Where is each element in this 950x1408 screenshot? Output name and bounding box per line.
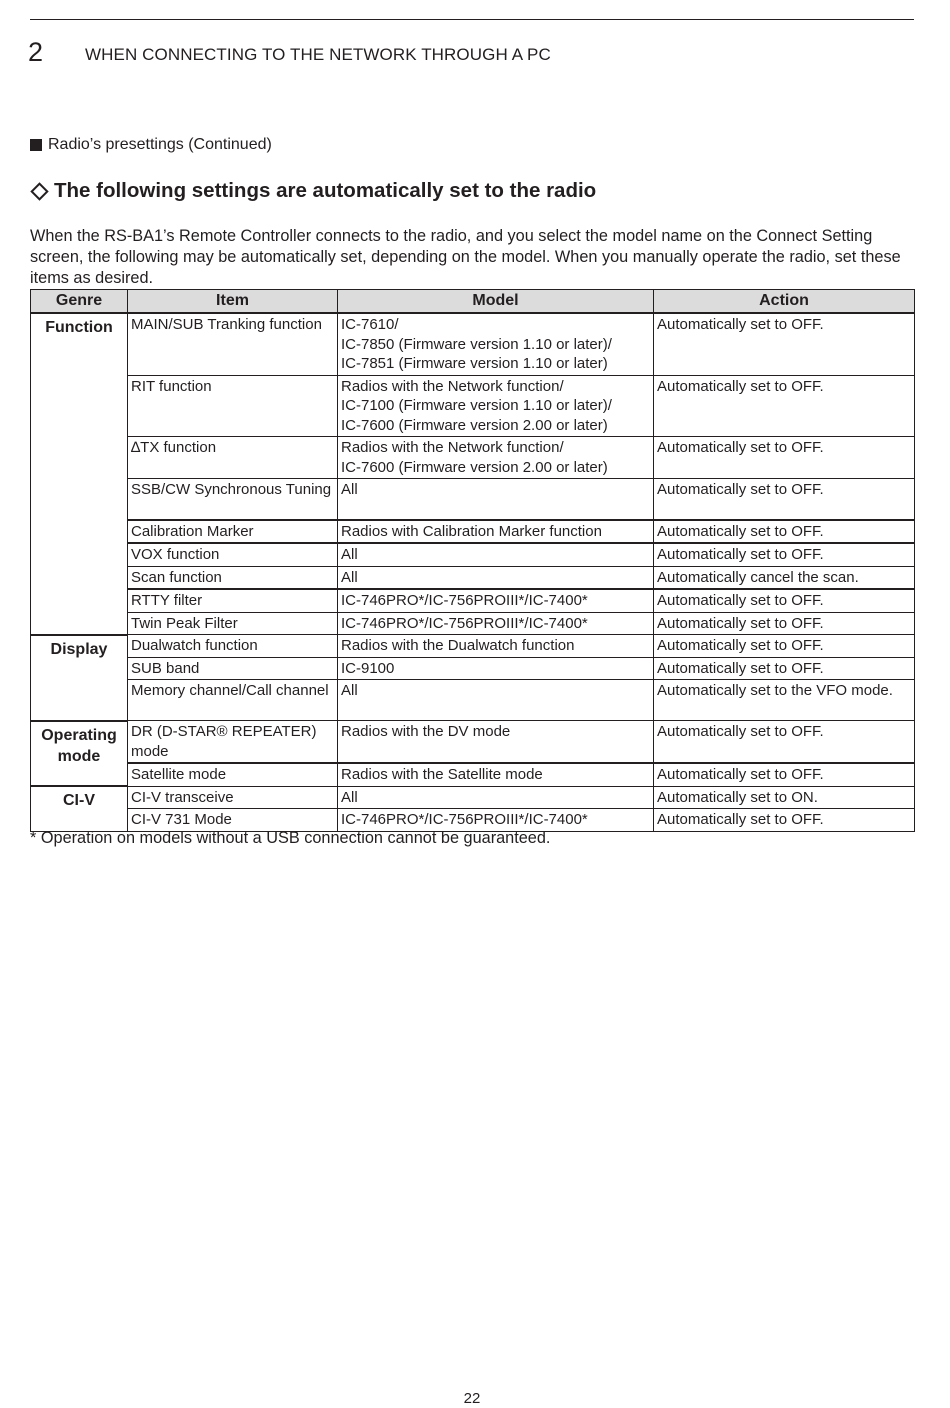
intro-paragraph: When the RS-BA1’s Remote Controller connects to the radio, and you select the model name on the Connect Setting screen, the following may be automatically set, depending on the model. When you manually operate the radio, set these items as desired. (30, 227, 901, 287)
action-cell: Automatically set to the VFO mode. (654, 680, 915, 721)
header-action: Action (654, 290, 915, 314)
table-row (31, 437, 915, 479)
model-line: All (341, 481, 358, 498)
model-line: IC-746PRO*/IC-756PROIII*/IC-7400* (341, 811, 588, 828)
model-cell (338, 680, 654, 721)
model-line: IC-7851 (Firmware version 1.10 or later) (341, 355, 608, 372)
item-cell: SSB/CW Synchronous Tuning (128, 479, 338, 520)
diamond-icon (30, 182, 48, 200)
model-line: IC-7850 (Firmware version 1.10 or later)/ (341, 335, 612, 353)
model-cell (338, 479, 654, 520)
header-genre: Genre (31, 290, 128, 314)
model-line: IC-7100 (Firmware version 1.10 or later)/ (341, 397, 612, 414)
model-cell (338, 635, 654, 658)
item-cell: SUB band (128, 657, 338, 680)
table-row (31, 543, 915, 566)
table-row (31, 786, 915, 809)
model-cell (338, 313, 654, 375)
model-line: All (341, 682, 358, 699)
model-line: IC-7600 (Firmware version 2.00 or later) (341, 416, 608, 434)
item-cell: Memory channel/Call channel (128, 680, 338, 721)
model-line: IC-7600 (Firmware version 2.00 or later) (341, 458, 608, 476)
table-header-row (31, 290, 915, 314)
settings-table (30, 289, 915, 832)
section-heading-text: The following settings are automatically set to the radio (54, 179, 597, 202)
chapter-number: 2 (28, 37, 44, 67)
model-cell (338, 520, 654, 544)
header-item: Item (128, 290, 338, 314)
model-cell (338, 589, 654, 612)
action-cell: Automatically set to OFF. (654, 520, 915, 544)
item-cell: DR (D-STAR® REPEATER) mode (128, 721, 338, 764)
action-cell: Automatically set to OFF. (654, 313, 915, 375)
model-line: IC-9100 (341, 659, 395, 677)
item-cell: VOX function (128, 543, 338, 566)
settings-table-body (31, 313, 915, 831)
item-cell: CI-V 731 Mode (128, 809, 338, 832)
table-row (31, 721, 915, 764)
model-line: IC-7610/ (341, 316, 399, 333)
item-cell: Calibration Marker (128, 520, 338, 544)
table-row (31, 763, 915, 786)
model-line: All (341, 568, 358, 586)
action-cell: Automatically set to OFF. (654, 657, 915, 680)
action-cell: Automatically set to OFF. (654, 612, 915, 635)
table-row (31, 657, 915, 680)
item-cell: RIT function (128, 375, 338, 437)
model-cell (338, 657, 654, 680)
header-model: Model (338, 290, 654, 314)
footnote: * Operation on models without a USB connection cannot be guaranteed. (30, 829, 551, 847)
item-cell: Twin Peak Filter (128, 612, 338, 635)
item-cell: ∆TX function (128, 437, 338, 479)
model-line: Radios with the Network function/ (341, 377, 564, 395)
action-cell: Automatically set to OFF. (654, 375, 915, 437)
action-cell: Automatically set to OFF. (654, 479, 915, 520)
action-cell: Automatically set to OFF. (654, 721, 915, 764)
item-cell: Dualwatch function (128, 635, 338, 658)
model-cell (338, 375, 654, 437)
model-cell (338, 612, 654, 635)
genre-cell: Function (31, 313, 128, 635)
item-cell: Satellite mode (128, 763, 338, 786)
table-row (31, 612, 915, 635)
model-line: All (341, 546, 358, 563)
model-cell (338, 786, 654, 809)
section-label (30, 135, 272, 155)
black-square-icon (30, 139, 42, 151)
table-row (31, 479, 915, 520)
genre-cell: CI-V (31, 786, 128, 831)
model-line: All (341, 788, 358, 806)
section-label-text: Radio’s presettings (Continued) (48, 136, 272, 153)
section-heading (30, 178, 596, 204)
model-line: Radios with the Satellite mode (341, 766, 543, 783)
item-cell: Scan function (128, 566, 338, 589)
action-cell: Automatically cancel the scan. (654, 566, 915, 589)
model-cell (338, 543, 654, 566)
model-line: Radios with the DV mode (341, 723, 511, 740)
table-row (31, 375, 915, 437)
model-line: Radios with the Network function/ (341, 439, 564, 456)
table-row (31, 566, 915, 589)
action-cell: Automatically set to OFF. (654, 543, 915, 566)
model-cell (338, 437, 654, 479)
model-cell (338, 566, 654, 589)
action-cell: Automatically set to OFF. (654, 589, 915, 612)
item-cell: CI-V transceive (128, 786, 338, 809)
table-row (31, 680, 915, 721)
genre-cell: Display (31, 635, 128, 721)
table-row (31, 589, 915, 612)
page-number: 22 (463, 1390, 481, 1407)
action-cell: Automatically set to ON. (654, 786, 915, 809)
action-cell: Automatically set to OFF. (654, 809, 915, 832)
item-cell: RTTY filter (128, 589, 338, 612)
top-rule (30, 19, 914, 20)
model-line: IC-746PRO*/IC-756PROIII*/IC-7400* (341, 614, 588, 632)
action-cell: Automatically set to OFF. (654, 635, 915, 658)
table-row (31, 313, 915, 375)
action-cell: Automatically set to OFF. (654, 763, 915, 786)
table-row (31, 635, 915, 658)
model-cell (338, 763, 654, 786)
genre-cell: Operating mode (31, 721, 128, 787)
action-cell: Automatically set to OFF. (654, 437, 915, 479)
chapter-title: WHEN CONNECTING TO THE NETWORK THROUGH A PC (85, 45, 551, 64)
model-cell (338, 721, 654, 764)
model-line: Radios with the Dualwatch function (341, 637, 575, 654)
item-cell: MAIN/SUB Tranking function (128, 313, 338, 375)
model-line: IC-746PRO*/IC-756PROIII*/IC-7400* (341, 592, 588, 609)
table-row (31, 520, 915, 544)
model-line: Radios with Calibration Marker function (341, 522, 602, 540)
